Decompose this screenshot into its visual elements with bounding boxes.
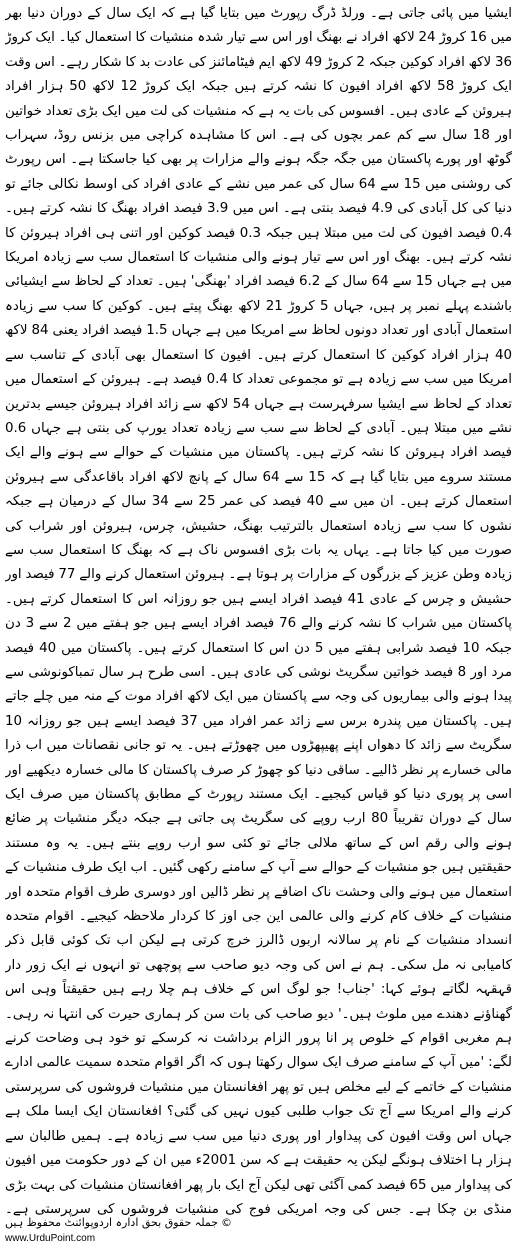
footer bbox=[5, 1216, 365, 1246]
copyright-text: جملہ حقوق بحق ادارہ اردوپوائنٹ محفوظ ہیں bbox=[5, 1216, 219, 1229]
copyright-icon: © bbox=[221, 1216, 233, 1229]
site-url-link[interactable]: www.UrduPoint.com bbox=[5, 1233, 96, 1244]
article-body: ایشیا میں پائی جاتی ہے۔ ورلڈ ڈرگ رپورٹ میں بتایا گیا ہے کہ ایک سال کے دوران دنیا بھر میں 16 کروڑ 24 لاکھ افراد نے بھنگ اور اس سے تیار شدہ منشیات کا استعمال کیا۔ ایک کروڑ 36 لاکھ افراد کوکین جبکہ 2 کروڑ 49 لاکھ ایم فیٹامائنز کی عادت بد کا شکار رہے۔ اس وقت ایک کروڑ 58 لاکھ افراد افیون کا نشہ کرتے ہیں جبکہ ایک کروڑ 12 لاکھ 50 ہزار افراد ہیروئن کے عادی ہیں۔ افسوس کی بات یہ ہے کہ منشیات کی لت میں ایک بڑی تعداد خواتین اور 18 سال سے کم عمر بچوں کی ہے۔ اس کا مشاہدہ کراچی میں بزنس روڈ، سہراب گوٹھ اور پورے پاکستان میں جگہ جگہ ہونے والے مزارات پر بھی کیا جاسکتا ہے۔ اس رپورٹ کی روشنی میں 15 سے 64 سال کی عمر میں نشے کے عادی افراد کی اوسط نکالی جائے تو دنیا کی کل آبادی کی 4.9 فیصد بنتی ہے۔ اس میں 3.9 فیصد افراد بھنگ کا نشہ کرتے ہیں۔ 0.4 فیصد افیون کی لت میں مبتلا ہیں جبکہ 0.3 فیصد کوکین اور اتنی ہی افراد ہیروئن کا نشہ کرتے ہیں۔ بھنگ اور اس سے تیار ہونے والی منشیات کا استعمال سب سے زیادہ امریکا میں ہے جہاں 15 سے 64 سال کے 6.2 فیصد افراد 'بھنگی' ہیں۔ تعداد کے لحاظ سے ایشیائی باشندے پہلے نمبر پر ہیں، جہاں 5 کروڑ 21 لاکھ بھنگ پیتے ہیں۔ کوکین کا سب سے زیادہ استعمال آبادی اور تعداد دونوں لحاظ سے امریکا میں ہے جہاں 1.5 فیصد افراد یعنی 84 لاکھ 40 ہزار افراد کوکین کا استعمال کرتے ہیں۔ افیون کا استعمال بھی آبادی کے تناسب سے امریکا میں سب سے زیادہ ہے تو مجموعی تعداد کا 0.4 فیصد ہے۔ ہیروئن کے استعمال میں تعداد کے لحاظ سے ایشیا سرفہرست ہے جہاں 54 لاکھ سے زائد افراد ہیروئن جیسے بدترین نشے میں مبتلا ہیں۔ آبادی کے لحاظ سے سب سے زیادہ تعداد یورپ کی بنتی ہے جہاں 0.6 فیصد افراد ہیروئن کا نشہ کرتے ہیں۔ پاکستان میں منشیات کے حوالے سے ہونے والے ایک مستند سروے میں بتایا گیا ہے کہ 15 سے 64 سال کے پانچ لاکھ افراد باقاعدگی سے ہیروئن استعمال کرتے ہیں۔ ان میں سے 40 فیصد کی عمر 25 سے 34 سال کے درمیان ہے جبکہ نشوں کا سب سے زیادہ استعمال بالترتیب بھنگ، حشیش، چرس، ہیروئن اور شراب کی صورت میں کیا جاتا ہے۔ یہاں یہ بات بڑی افسوس ناک ہے کہ بھنگ کا استعمال سب سے زیادہ وطن عزیز کے بزرگوں کے مزارات پر ہوتا ہے۔ ہیروئن استعمال کرنے والے 77 فیصد اور حشیش و چرس کے عادی 41 فیصد افراد ایسے ہیں جو روزانہ اس کا استعمال کرتے ہیں۔ پاکستان میں شراب کا نشہ کرنے والے 76 فیصد افراد ایسے ہیں جو ہفتے میں 2 سے 3 دن جبکہ 10 فیصد شرابی ہفتے میں 5 دن اس کا استعمال کرتے ہیں۔ پاکستان میں 40 فیصد مرد اور 8 فیصد خواتین سگریٹ نوشی کی عادی ہیں۔ اسی طرح ہر سال تمباکونوشی سے پیدا ہونے والی بیماریوں کی وجہ سے پاکستان میں ایک لاکھ افراد موت کے منہ میں چلے جاتے ہیں۔ پاکستان میں پندرہ برس سے زائد عمر افراد میں 37 فیصد ایسے ہیں جو روزانہ 10 سگریٹ سے زائد کا دھواں اپنے پھیپھڑوں میں چھوڑتے ہیں۔ یہ تو جانی نقصانات میں اب ذرا مالی خسارے پر نظر ڈالیے۔ ساقی دنیا کو چھوڑ کر صرف پاکستان کا مالی خسارہ دیکھیے اور اسی پر پوری دنیا کو قیاس کیجیے۔ ایک مستند رپورٹ کے مطابق پاکستان میں صرف ایک سال کے دوران تقریباً 80 ارب روپے کی سگریٹ پی جاتی ہے جبکہ دیگر منشیات پر ضائع ہونے والی رقم اس کے ساتھ ملالی جائے تو کئی سو ارب روپے بنتے ہیں۔ یہ وہ مستند حقیقتیں ہیں جو منشیات کے حوالے سے آپ کے سامنے رکھی گئیں۔ اب ایک طرف منشیات کے استعمال میں ہونے والی وحشت ناک اضافے پر نظر ڈالیں اور دوسری طرف اقوام متحدہ اور منشیات کے خلاف کام کرنے والی عالمی این جی اوز کا کردار ملاحظہ کیجیے۔ اقوام متحدہ انسداد منشیات کے نام پر سالانہ اربوں ڈالرز خرچ کرتی ہے لیکن اب تک کوئی قابل ذکر کامیابی نہ مل سکی۔ ہم نے اس کی وجہ دیو صاحب سے پوچھی تو انہوں نے ایک زور دار قہقہہ لگاتے ہوئے کہا: 'جناب! جو لوگ اس کے خلاف ہم چلا رہے ہیں حقیقتاً وہی اس گھناؤنے دھندے میں ملوث ہیں۔' دیو صاحب کی بات سن کر ہماری حیرت کی انتہا نہ رہی۔ ہم مغربی اقوام کے خلوص پر انا پرور الزام برداشت نہ کرسکے تو خود ہی وضاحت کرنے لگے: 'میں آپ کے سامنے صرف ایک سوال رکھتا ہوں کہ اگر اقوام متحدہ سمیت عالمی ادارے منشیات کے خاتمے کے لیے مخلص ہیں تو پھر افغانستان میں منشیات فروشوں کی سرپرستی کرنے والے امریکا سے آج تک جواب طلبی کیوں نہیں کی گئی؟ افغانستان ایک ایسا ملک ہے جہاں اس وقت افیون کی پیداوار اور پوری دنیا میں سب سے زیادہ ہے۔ ہمیں طالبان سے ہزار ہا اختلاف ہونگے لیکن یہ حقیقت ہے کہ سن 2001ء میں ان کے دور حکومت میں افیون کی پیداوار میں 65 فیصد کمی آگئی تھی لیکن آج ایک بار پھر افغانستان منشیات کی بہت بڑی منڈی بن چکا ہے۔ جس کی وجہ امریکی فوج کی منشیات فروشوں کی سرپرستی ہے۔ bbox=[5, 6, 512, 1217]
copyright-notice bbox=[5, 1216, 232, 1230]
